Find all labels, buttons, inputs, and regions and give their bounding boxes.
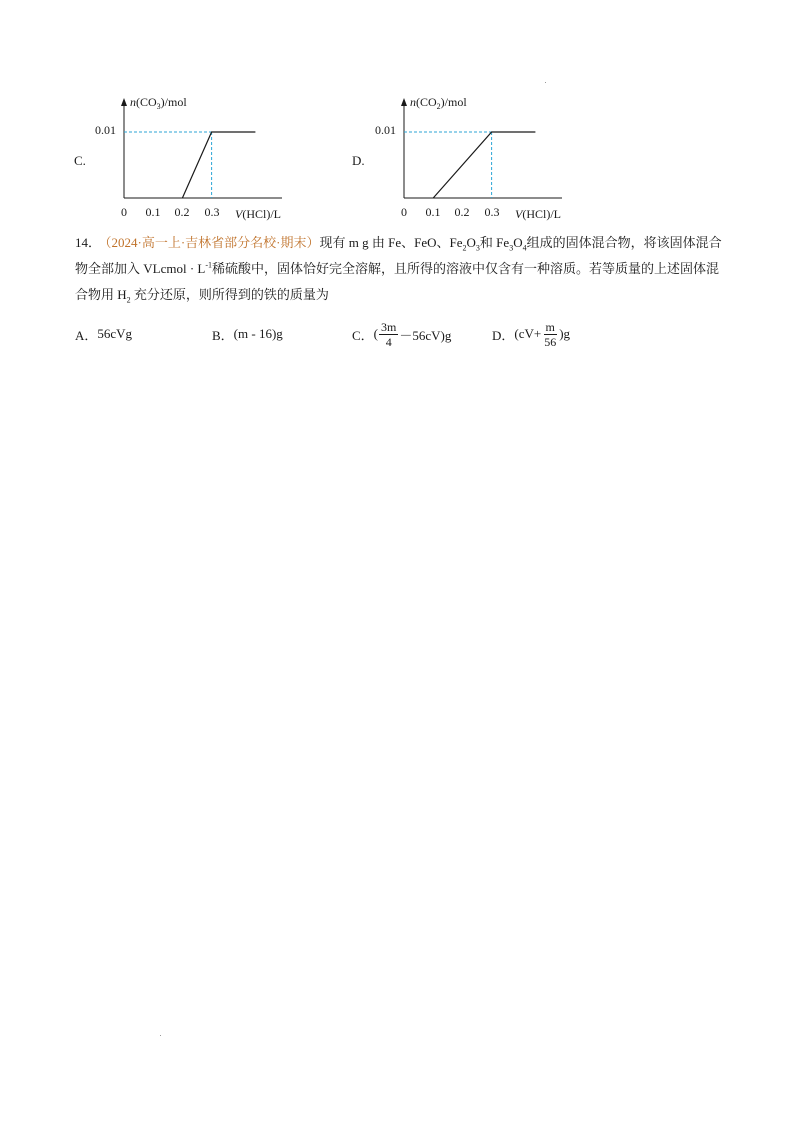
- chart-c-axes: [121, 98, 282, 198]
- choice-b-text: (m - 16)g: [233, 326, 283, 341]
- choice-d-open: (cV+: [514, 326, 542, 341]
- chart-d-series-line: [433, 132, 535, 198]
- question-text-6: 稀硫酸中，固体恰好完全溶解，且所得的溶液中仅含有一种溶质。若等质量的上述固体混合物用 H: [75, 261, 720, 302]
- chart-c-xtick-1: 0.1: [145, 205, 161, 219]
- chart-c-plot: [124, 132, 255, 198]
- chart-d-ylabel: $n(CO_2)$/mol: [410, 95, 467, 111]
- chart-d-xtick-3: 0.3: [484, 205, 500, 219]
- chart-d-axes: [401, 98, 562, 198]
- option-d-letter: D.: [352, 153, 365, 168]
- scan-artifact: [160, 1035, 161, 1036]
- choice-d-numerator: m: [545, 319, 555, 334]
- answer-choices: [75, 314, 725, 354]
- question-source: （2024·高一上·吉林省部分名校·期末）: [105, 235, 320, 250]
- choice-c-open: (: [373, 326, 379, 341]
- choice-a[interactable]: [75, 314, 132, 354]
- chart-d-xtick-2: 0.2: [454, 205, 470, 219]
- choice-d-rest: )g: [559, 326, 571, 341]
- chart-c-xlabel: V(HCl)/L: [235, 207, 282, 221]
- choice-d[interactable]: [492, 314, 570, 354]
- choice-b-letter: B．: [212, 327, 234, 343]
- question-14: [75, 230, 725, 308]
- choice-c-fraction: [379, 320, 398, 349]
- chart-d-svg: [370, 90, 570, 230]
- question-text-4: O: [513, 235, 523, 250]
- question-text-3: 和 Fe: [479, 235, 510, 250]
- chart-c-series-line: [182, 132, 255, 198]
- choice-c-rest: －56cV)g: [399, 327, 452, 343]
- chart-c-xtick-2: 0.2: [174, 205, 190, 219]
- question-text-2: O: [466, 235, 476, 250]
- chart-c-xtick-3: 0.3: [204, 205, 220, 219]
- scan-artifact: [545, 82, 546, 83]
- choice-c-letter: C．: [352, 327, 374, 343]
- choice-d-fraction: [542, 320, 558, 349]
- chart-d-plot: [404, 132, 535, 198]
- choice-c-numerator: 3m: [381, 319, 397, 334]
- question-number: 14．: [75, 235, 102, 250]
- chart-d-xlabel: V(HCl)/L: [515, 207, 562, 221]
- choice-d-letter: D．: [492, 327, 515, 343]
- chart-c: [90, 90, 290, 230]
- fe2o3-sub-1: 2: [462, 243, 467, 253]
- fe3o4-sub-2: 4: [522, 243, 527, 253]
- question-text-7: 充分还原，则所得到的铁的质量为: [130, 287, 329, 302]
- chart-c-xtick-0: 0: [121, 205, 127, 219]
- question-text-1: 现有 m g 由 Fe、FeO、Fe: [319, 235, 463, 250]
- chart-d: [370, 90, 570, 230]
- h2-sub: 2: [126, 295, 131, 305]
- chart-d-ytick-label: 0.01: [375, 123, 396, 137]
- chart-c-svg: [90, 90, 290, 230]
- fe2o3-sub-2: 3: [475, 243, 480, 253]
- choice-d-denominator: 56: [544, 334, 557, 349]
- choice-a-letter: A．: [75, 327, 98, 343]
- fe3o4-sub-1: 3: [509, 243, 514, 253]
- concentration-sup: -1: [205, 260, 213, 270]
- chart-c-ytick-label: 0.01: [95, 123, 116, 137]
- chart-d-xtick-1: 0.1: [425, 205, 441, 219]
- option-c-letter: C.: [74, 153, 86, 168]
- choice-b[interactable]: [212, 314, 283, 354]
- question-text-5: 组成的固体混合物，将该固体混合物全部加入 VLcmol · L: [75, 235, 722, 276]
- choice-a-text: 56cVg: [97, 326, 133, 341]
- choice-c-denominator: 4: [385, 334, 392, 349]
- chart-d-xtick-0: 0: [401, 205, 407, 219]
- choice-c[interactable]: [352, 314, 451, 354]
- chart-c-ylabel: $n(CO_3)$/mol: [130, 95, 187, 111]
